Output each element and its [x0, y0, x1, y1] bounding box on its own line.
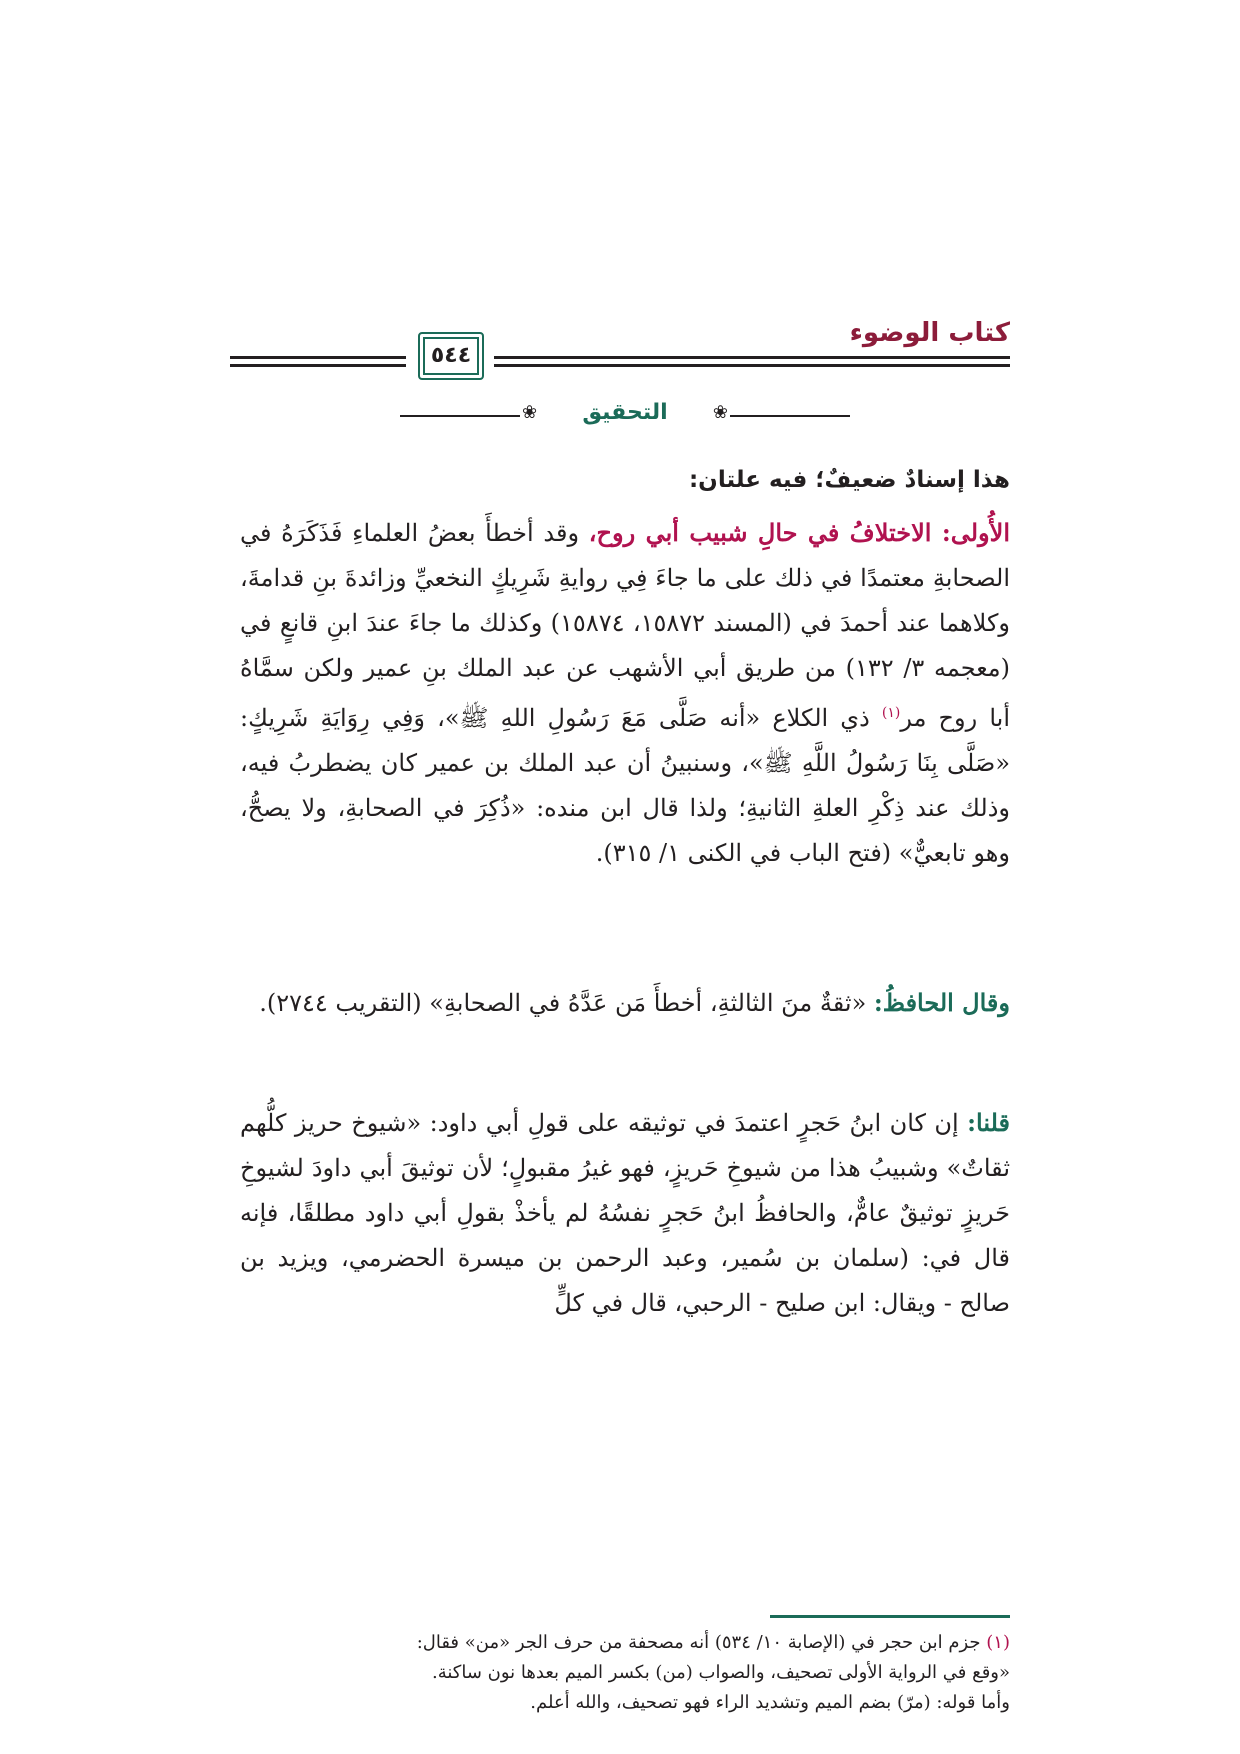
hafiz-text	[240, 980, 1010, 1026]
qulna-body: إن كان ابنُ حَجرٍ اعتمدَ في توثيقه على قولِ أبي داود: «شيوخ حريز كلُّهم ثقاتٌ» وشبيبُ هذا من شيوخِ حَريزٍ، فهو غيرُ مقبولٍ؛ لأن توثيقَ أبي داودَ لشيوخِ حَريزٍ توثيقٌ عامٌّ، والحافظُ ابنُ حَجرٍ نفسُهُ لم يأخذْ بقولِ أبي داود مطلقًا، فإنه قال في: (سلمان بن سُمير، وعبد الرحمن بن ميسرة الحضرمي، ويزيد بن صالح - ويقال: ابن صليح - الرحبي، قال في كلٍّ	[240, 1109, 1010, 1317]
first-reason-body-b: ذي الكلاع «أنه صَلَّى مَعَ رَسُولِ اللهِ ﷺ»، وَفِي رِوَايَةِ شَرِيكٍ: «صَلَّى بِنَا رَسُولُ اللَّهِ ﷺ»، وسنبينُ أن عبد الملك بن عمير كان يضطربُ فيه، وذلك عند ذِكْرِ العلةِ الثانيةِ؛ ولذا قال ابن منده: «ذُكِرَ في الصحابةِ، ولا يصحُّ، وهو تابعيٌّ» (فتح الباب في الكنى ١/ ٣١٥).	[240, 704, 1010, 867]
section-line-right	[730, 415, 850, 417]
page-number-badge	[418, 332, 484, 380]
first-reason-heading: الاختلافُ في حالِ شبيب أبي روح،	[588, 518, 932, 547]
footnote-line: وأما قوله: (مرّ) بضم الميم وتشديد الراء فهو تصحيف، والله أعلم.	[530, 1692, 1010, 1713]
ornament-icon: ❀	[522, 402, 538, 423]
section-heading	[400, 400, 850, 430]
footnotes	[240, 1628, 1010, 1718]
ornament-icon: ❀	[712, 402, 728, 423]
hafiz-heading: وقال الحافظُ:	[873, 988, 1010, 1017]
qulna-text	[240, 1100, 1010, 1326]
book-title: كتاب الوضوء	[849, 318, 1010, 348]
section-title: التحقيق	[582, 400, 668, 425]
intro-paragraph	[240, 458, 1010, 503]
qulna-paragraph	[240, 1100, 1010, 1326]
footnote-rule	[770, 1615, 1010, 1618]
first-reason-paragraph	[240, 510, 1010, 876]
first-reason-body-a: وقد أخطأَ بعضُ العلماءِ فَذَكَرَهُ في الصحابةِ معتمدًا في ذلك على ما جاءَ فِي روايةِ شَرِيكٍ النخعيِّ وزائدةَ بنِ قدامةَ، وكلاهما عند أحمدَ في (المسند ١٥٨٧٢، ١٥٨٧٤) وكذلك ما جاءَ عندَ ابنِ قانعٍ في (معجمه ٣/ ١٣٢) من طريق أبي الأشهب عن عبد الملك بنِ عمير ولكن سمَّاهُ أبا روح مر	[240, 519, 1011, 732]
hafiz-body: «ثقةٌ منَ الثالثةِ، أخطأَ مَن عَدَّهُ في الصحابةِ» (التقريب ٢٧٤٤).	[259, 989, 874, 1017]
qulna-heading: قلنا:	[967, 1108, 1010, 1137]
page-header	[230, 318, 1010, 390]
footnote-text: جزم ابن حجر في (الإصابة ١٠/ ٥٣٤) أنه مصحفة من حرف الجر «من» فقال:	[416, 1632, 987, 1653]
hafiz-paragraph	[240, 980, 1010, 1026]
intro-text: هذا إسنادٌ ضعيفٌ؛ فيه علتان:	[688, 467, 1010, 493]
footnote-line: «وقع في الرواية الأولى تصحيف، والصواب (من) بكسر الميم بعدها نون ساكنة.	[431, 1662, 1010, 1683]
header-rule-top	[230, 356, 1010, 359]
first-reason-lead: الأُولى:	[931, 518, 1010, 547]
header-rule-bottom	[230, 364, 1010, 367]
first-reason-text	[240, 510, 1010, 876]
footnote-ref[interactable]: (١)	[881, 705, 901, 721]
page-number: ٥٤٤	[430, 343, 472, 368]
footnote-number: (١)	[986, 1632, 1010, 1653]
footnote-line	[240, 1628, 1010, 1658]
